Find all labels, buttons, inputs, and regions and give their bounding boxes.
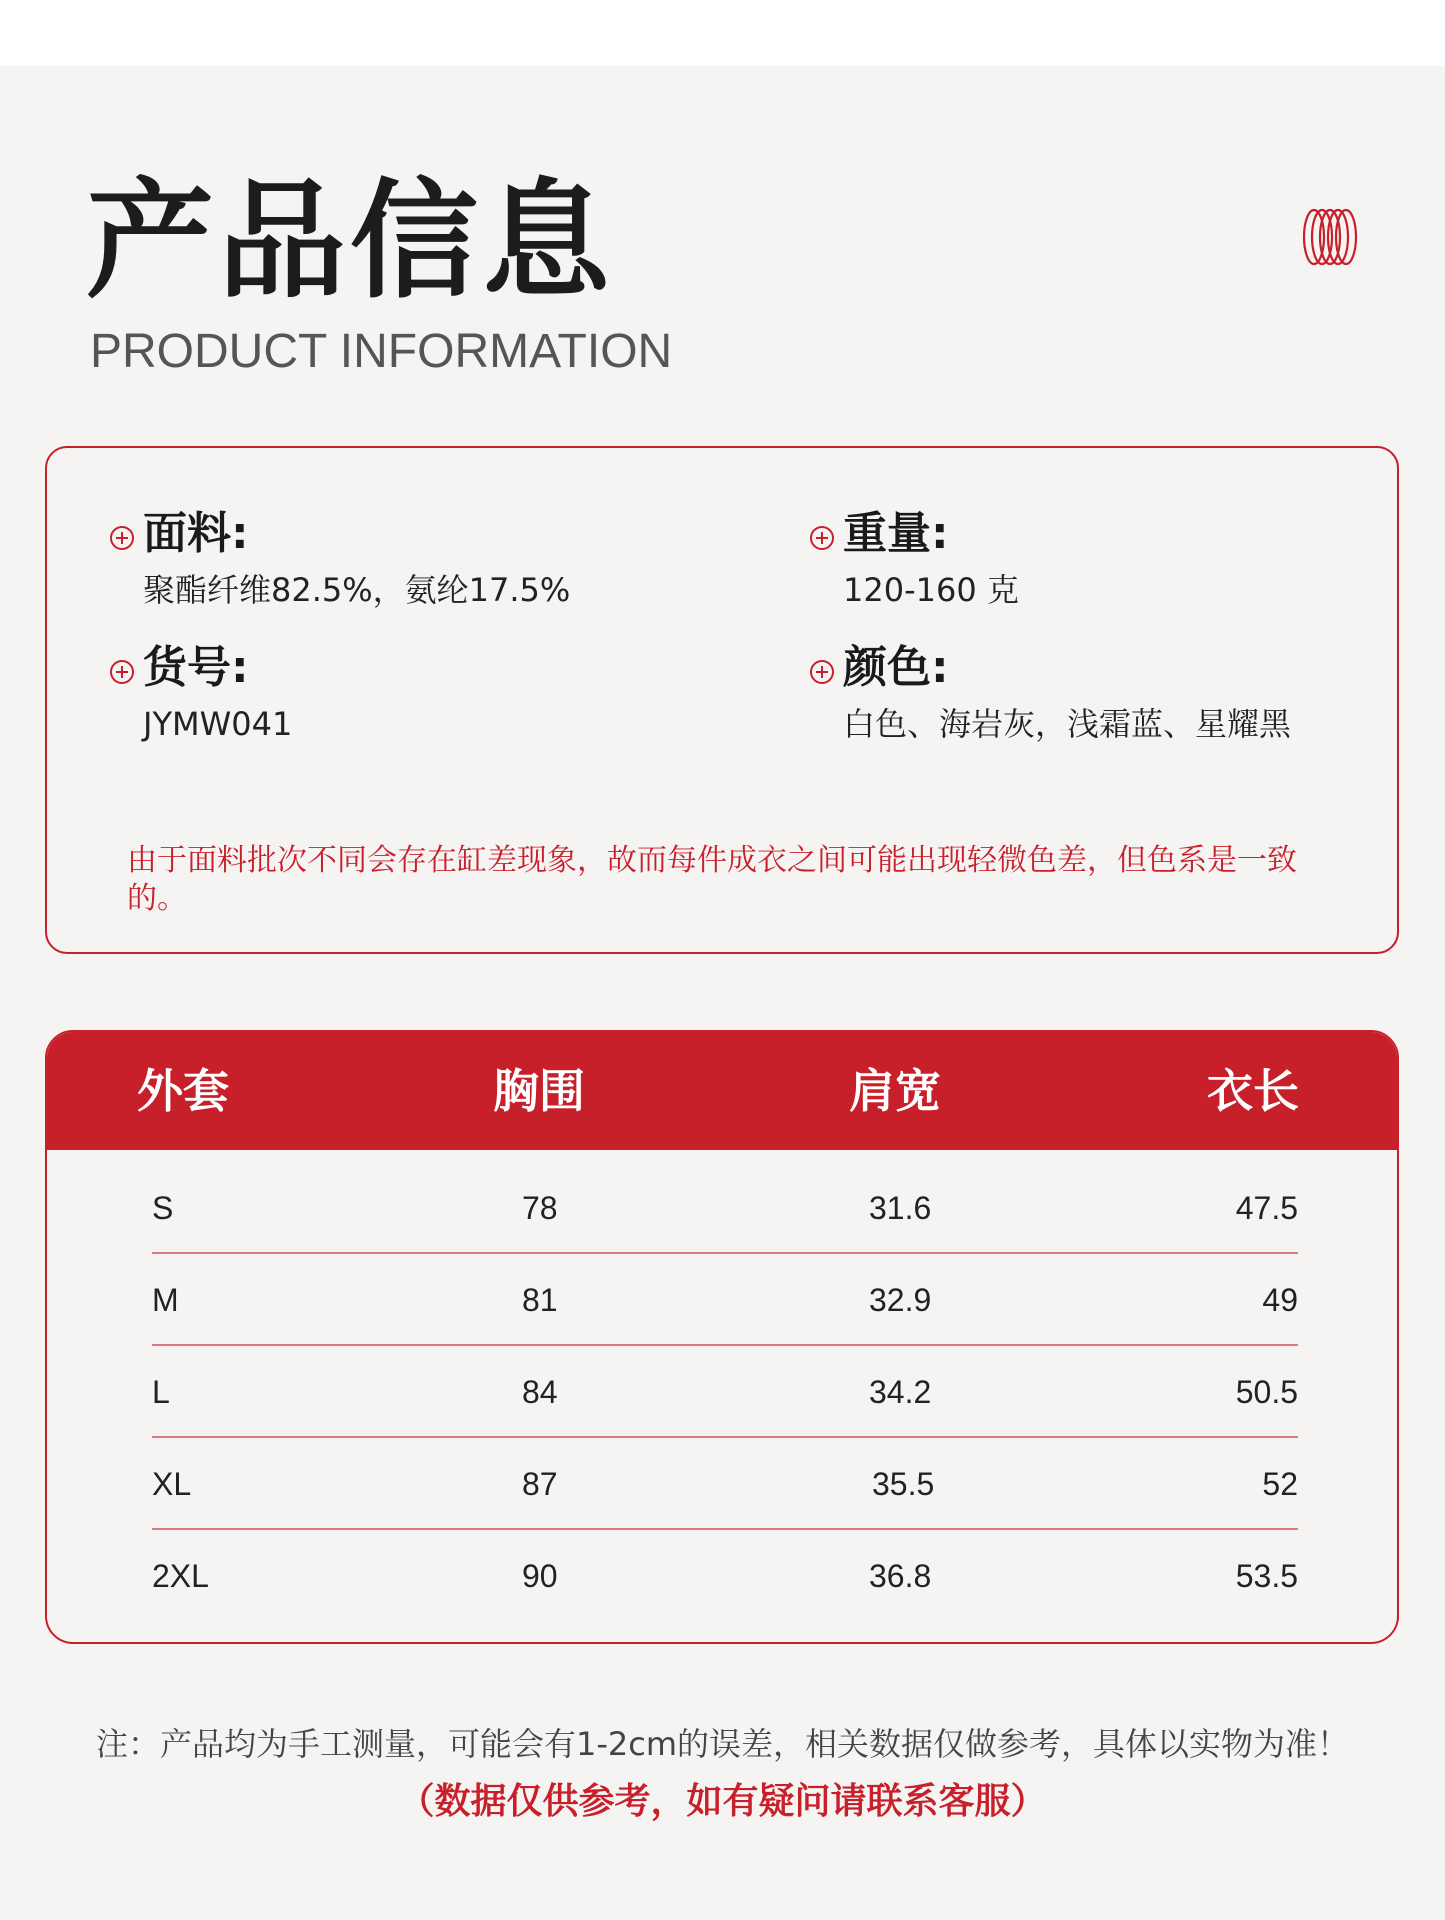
length-cell: 47.5 — [1235, 1190, 1298, 1226]
info-label: 货号: — [143, 642, 249, 693]
shoulder-cell: 35.5 — [872, 1466, 935, 1502]
info-value: 聚酯纤维82.5%，氨纶17.5% — [143, 571, 571, 609]
size-cell: S — [152, 1190, 174, 1226]
chest-cell: 87 — [522, 1466, 558, 1502]
page-title: 产品信息 — [86, 167, 615, 316]
table-row — [152, 1530, 1298, 1622]
table-row — [152, 1346, 1298, 1438]
length-cell: 49 — [1262, 1282, 1298, 1318]
page-subtitle: PRODUCT INFORMATION — [90, 325, 673, 378]
size-table — [45, 1030, 1399, 1644]
chest-cell: 78 — [522, 1190, 558, 1226]
length-cell: 53.5 — [1235, 1558, 1298, 1594]
length-cell: 52 — [1262, 1466, 1298, 1502]
size-table-header — [47, 1032, 1397, 1150]
size-cell: M — [152, 1282, 179, 1318]
table-row — [152, 1438, 1298, 1530]
chest-cell: 81 — [522, 1282, 558, 1318]
info-weight — [809, 508, 1019, 609]
size-cell: L — [152, 1374, 170, 1410]
plus-circle-icon — [109, 525, 135, 551]
chest-cell: 90 — [522, 1558, 558, 1594]
length-cell: 50.5 — [1235, 1374, 1298, 1410]
size-cell: XL — [152, 1466, 192, 1502]
measurement-note: 注：产品均为手工测量，可能会有1-2cm的误差，相关数据仅做参考，具体以实物为准！ — [95, 1725, 1350, 1763]
shoulder-cell: 32.9 — [869, 1282, 932, 1318]
chest-cell: 84 — [522, 1374, 558, 1410]
plus-circle-icon — [809, 659, 835, 685]
reference-note: （数据仅供参考，如有疑问请联系客服） — [398, 1781, 1047, 1822]
size-cell: 2XL — [152, 1558, 209, 1594]
table-row — [152, 1162, 1298, 1254]
plus-circle-icon — [809, 525, 835, 551]
info-value: 120-160 克 — [843, 571, 1019, 609]
info-label: 颜色: — [843, 642, 949, 693]
header-cell: 衣长 — [1207, 1064, 1299, 1118]
plus-circle-icon — [109, 659, 135, 685]
top-strip — [0, 0, 1445, 66]
info-value: JYMW041 — [143, 705, 293, 743]
info-label: 重量: — [843, 508, 949, 559]
header-cell: 外套 — [137, 1064, 229, 1118]
info-item-number — [109, 642, 293, 743]
shoulder-cell: 34.2 — [869, 1374, 932, 1410]
header-cell: 肩宽 — [849, 1064, 941, 1118]
info-colors — [809, 642, 1292, 743]
info-value: 白色、海岩灰，浅霜蓝、星耀黑 — [843, 705, 1292, 743]
table-row — [152, 1254, 1298, 1346]
rings-icon — [1300, 206, 1360, 268]
info-fabric — [109, 508, 571, 609]
color-difference-notice: 由于面料批次不同会存在缸差现象，故而每件成衣之间可能出现轻微色差，但色系是一致的。 — [127, 843, 1297, 916]
product-info-box — [45, 446, 1399, 954]
shoulder-cell: 36.8 — [869, 1558, 932, 1594]
header-cell: 胸围 — [493, 1064, 585, 1118]
info-label: 面料: — [143, 508, 249, 559]
shoulder-cell: 31.6 — [869, 1190, 932, 1226]
